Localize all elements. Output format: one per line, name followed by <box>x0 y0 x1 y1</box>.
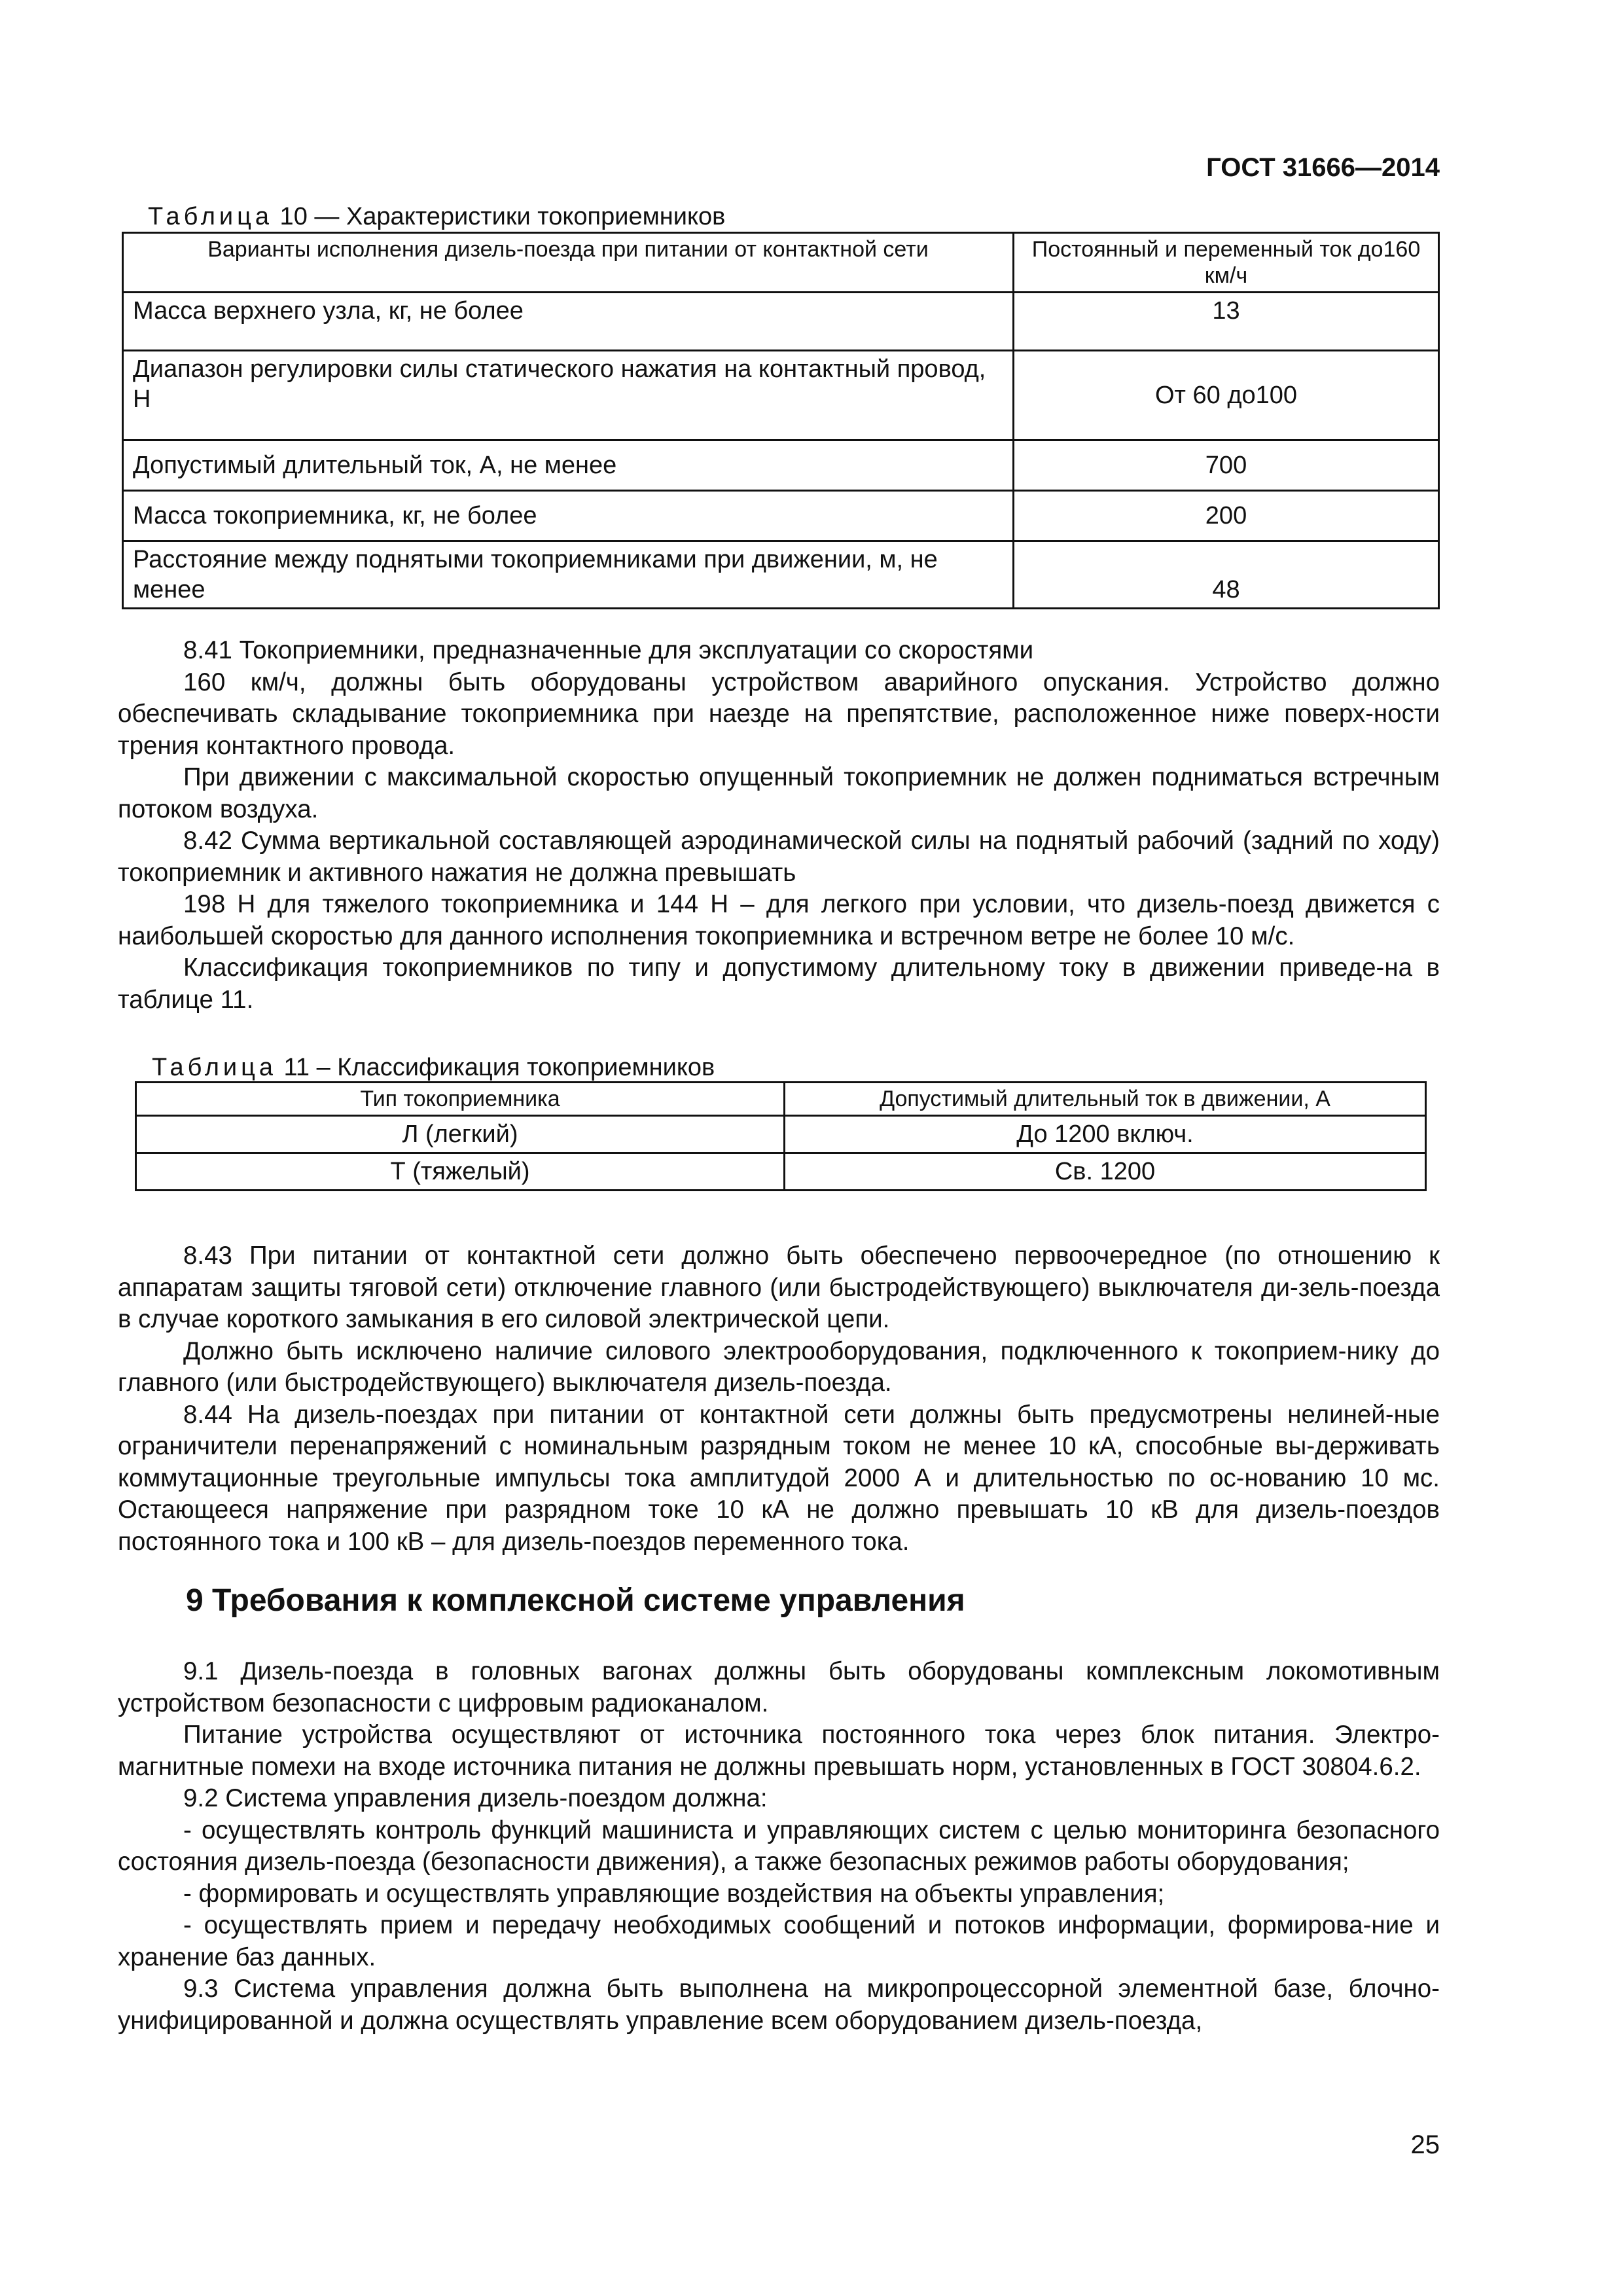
table-row <box>123 440 1439 491</box>
table-11-caption <box>152 1054 715 1082</box>
section-9-heading: 9 Требования к комплексной системе управления <box>186 1583 965 1618</box>
list-item: - осуществлять прием и передачу необходимых сообщений и потоков информации, формирова-ние и хранение баз данных. <box>118 1911 1440 1971</box>
paragraph: Питание устройства осуществляют от источника постоянного тока через блок питания. Электро-магнитные помехи на входе источника питания не должны превышать норм, установленных в ГОСТ 30804.6.2. <box>118 1721 1440 1781</box>
table-11-caption-text: 11 – Классификация токоприемников <box>277 1054 715 1081</box>
list-item: - формировать и осуществлять управляющие воздействия на объекты управления; <box>183 1879 1165 1908</box>
table-cell-current: Св. 1200 <box>785 1153 1426 1191</box>
table-cell-value: 48 <box>1014 541 1439 609</box>
list-item: - осуществлять контроль функций машиниста и управляющих систем с целью мониторинга безопасного состояния дизель-поезда (безопасности движения), а также безопасных режимов работы оборудования; <box>118 1816 1440 1876</box>
table-cell-value: 13 <box>1014 293 1439 351</box>
table-header-row <box>123 233 1439 293</box>
table-11-caption-label: Таблица <box>152 1054 277 1081</box>
table-row <box>123 541 1439 609</box>
table-10-caption-label: Таблица <box>148 203 273 230</box>
table-cell-param: Диапазон регулировки силы статического нажатия на контактный провод, Н <box>123 351 1014 440</box>
table-header-row <box>136 1083 1426 1116</box>
table-11 <box>135 1081 1427 1191</box>
paragraph-8-44: 8.44 На дизель-поездах при питании от контактной сети должны быть предусмотрены нелиней-ные ограничители перенапряжений с номинальным разрядным током не менее 10 кА, способные вы-держивать коммутационные треугольные импульсы тока амплитудой 2000 А и длительностью по ос-нованию 10 мс. Остающееся напряжение при разрядном токе 10 кА не должно превышать 10 кВ для дизель-поездов постоянного тока и 100 кВ – для дизель-поездов переменного тока. <box>118 1400 1440 1556</box>
paragraph-8-41: 8.41 Токоприемники, предназначенные для эксплуатации со скоростями <box>183 636 1034 664</box>
paragraph-9-3: 9.3 Система управления должна быть выполнена на микропроцессорной элементной базе, блочно- унифицированной и должна осуществлять управление всем оборудованием дизель-поезда, <box>118 1975 1440 2035</box>
table-row <box>136 1153 1426 1191</box>
document-id-header: ГОСТ 31666—2014 <box>1206 153 1440 182</box>
paragraph: Классификация токоприемников по типу и допустимому длительному току в движении приведе-на в таблице 11. <box>118 954 1440 1014</box>
table-cell-type: Л (легкий) <box>136 1116 785 1153</box>
table-10-caption-text: 10 — Характеристики токоприемников <box>273 203 726 230</box>
section-8-41-8-42 <box>118 635 1440 1016</box>
table-row <box>136 1116 1426 1153</box>
paragraph-9-2: 9.2 Система управления дизель-поездом должна: <box>183 1784 768 1812</box>
table-row <box>123 491 1439 541</box>
table-10-caption <box>148 203 725 231</box>
paragraph: При движении с максимальной скоростью опущенный токоприемник не должен подниматься встречным потоком воздуха. <box>118 763 1440 823</box>
table-row <box>123 293 1439 351</box>
table-10-header-parameter: Варианты исполнения дизель-поезда при питании от контактной сети <box>123 233 1014 293</box>
paragraph: 160 км/ч, должны быть оборудованы устройством аварийного опускания. Устройство должно обеспечивать складывание токоприемника при наезде на препятствие, расположенное ниже поверх-ности трения контактного провода. <box>118 668 1440 760</box>
table-11-header-current: Допустимый длительный ток в движении, А <box>785 1083 1426 1116</box>
table-11-header-type: Тип токоприемника <box>136 1083 785 1116</box>
table-cell-current: До 1200 включ. <box>785 1116 1426 1153</box>
paragraph: 198 Н для тяжелого токоприемника и 144 Н – для легкого при условии, что дизель-поезд движется с наибольшей скоростью для данного исполнения токоприемника и встречном ветре не более 10 м/с. <box>118 890 1440 950</box>
table-cell-value: 200 <box>1014 491 1439 541</box>
table-cell-param: Расстояние между поднятыми токоприемниками при движении, м, не менее <box>123 541 1014 609</box>
section-9-body <box>118 1656 1440 2037</box>
table-cell-type: Т (тяжелый) <box>136 1153 785 1191</box>
paragraph-9-1: 9.1 Дизель-поезда в головных вагонах должны быть оборудованы комплексным локомотивным устройством безопасности с цифровым радиоканалом. <box>118 1657 1440 1717</box>
table-cell-value: От 60 до100 <box>1014 351 1439 440</box>
section-8-43-8-44 <box>118 1240 1440 1558</box>
table-cell-value: 700 <box>1014 440 1439 491</box>
paragraph-8-43: 8.43 При питании от контактной сети должно быть обеспечено первоочередное (по отношению к аппаратам защиты тяговой сети) отключение главного (или быстродействующего) выключателя ди-зель-поезда в случае короткого замыкания в его силовой электрической цепи. <box>118 1242 1440 1333</box>
paragraph: Должно быть исключено наличие силового электрооборудования, подключенного к токоприем-нику до главного (или быстродействующего) выключателя дизель-поезда. <box>118 1336 1440 1397</box>
table-row <box>123 351 1439 440</box>
table-10-header-value: Постоянный и переменный ток до160 км/ч <box>1014 233 1439 293</box>
table-cell-param: Допустимый длительный ток, А, не менее <box>123 440 1014 491</box>
table-cell-param: Масса верхнего узла, кг, не более <box>123 293 1014 351</box>
paragraph-8-42: 8.42 Сумма вертикальной составляющей аэродинамической силы на поднятый рабочий (задний по ходу) токоприемник и активного нажатия не должна превышать <box>118 827 1440 887</box>
table-cell-param: Масса токоприемника, кг, не более <box>123 491 1014 541</box>
page-number: 25 <box>1410 2130 1440 2159</box>
table-10 <box>122 232 1440 609</box>
